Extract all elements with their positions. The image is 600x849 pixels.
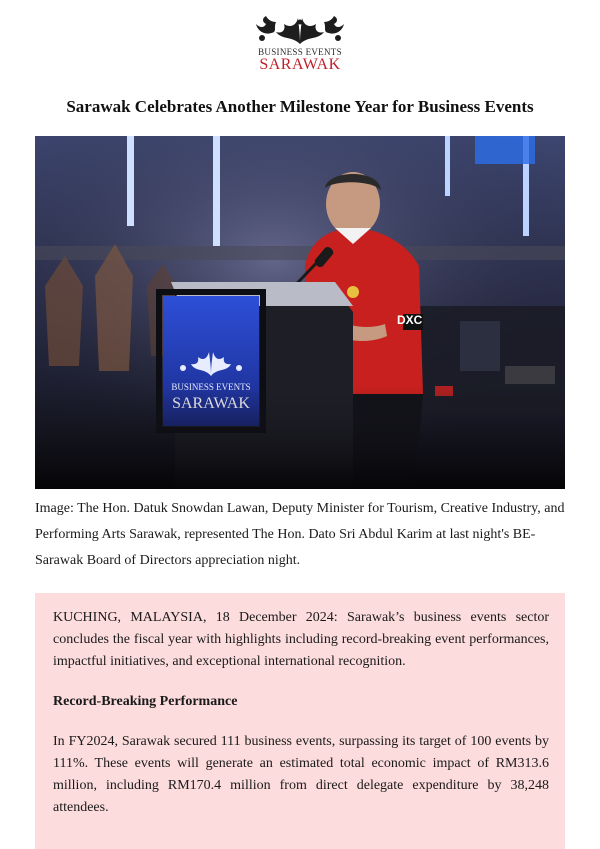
logo-text-business-events: BUSINESS EVENTS bbox=[258, 47, 342, 57]
hornbill-motif-icon bbox=[252, 14, 348, 46]
event-photo-illustration bbox=[35, 136, 565, 489]
article-body bbox=[35, 593, 565, 849]
logo-text-sarawak: SARAWAK bbox=[259, 56, 341, 73]
business-events-sarawak-logo bbox=[250, 14, 350, 76]
shirt-sponsor-text: DXC bbox=[397, 313, 423, 327]
photo-caption: Image: The Hon. Datuk Snowdan Lawan, Deputy Minister for Tourism, Creative Industry, and Performing Arts Sarawak, represented The Hon. Dato Sri Abdul Karim at last night's BE-Sarawak Board of Directors appreciation night. bbox=[35, 501, 565, 568]
section-paragraph: In FY2024, Sarawak secured 111 business events, surpassing its target of 100 events by 111%. These events will generate an estimated total economic impact of RM313.6 million, including RM170.4 million from direct delegate expenditure by 38,248 attendees. bbox=[53, 734, 549, 815]
event-photo bbox=[35, 136, 565, 489]
article-headline: Sarawak Celebrates Another Milestone Year for Business Events bbox=[66, 97, 534, 116]
section-heading: Record-Breaking Performance bbox=[53, 694, 238, 709]
intro-paragraph: KUCHING, MALAYSIA, 18 December 2024: Sarawak’s business events sector concludes the fiscal year with highlights including record-breaking event performances, impactful initiatives, and exceptional international recognition. bbox=[53, 610, 549, 669]
